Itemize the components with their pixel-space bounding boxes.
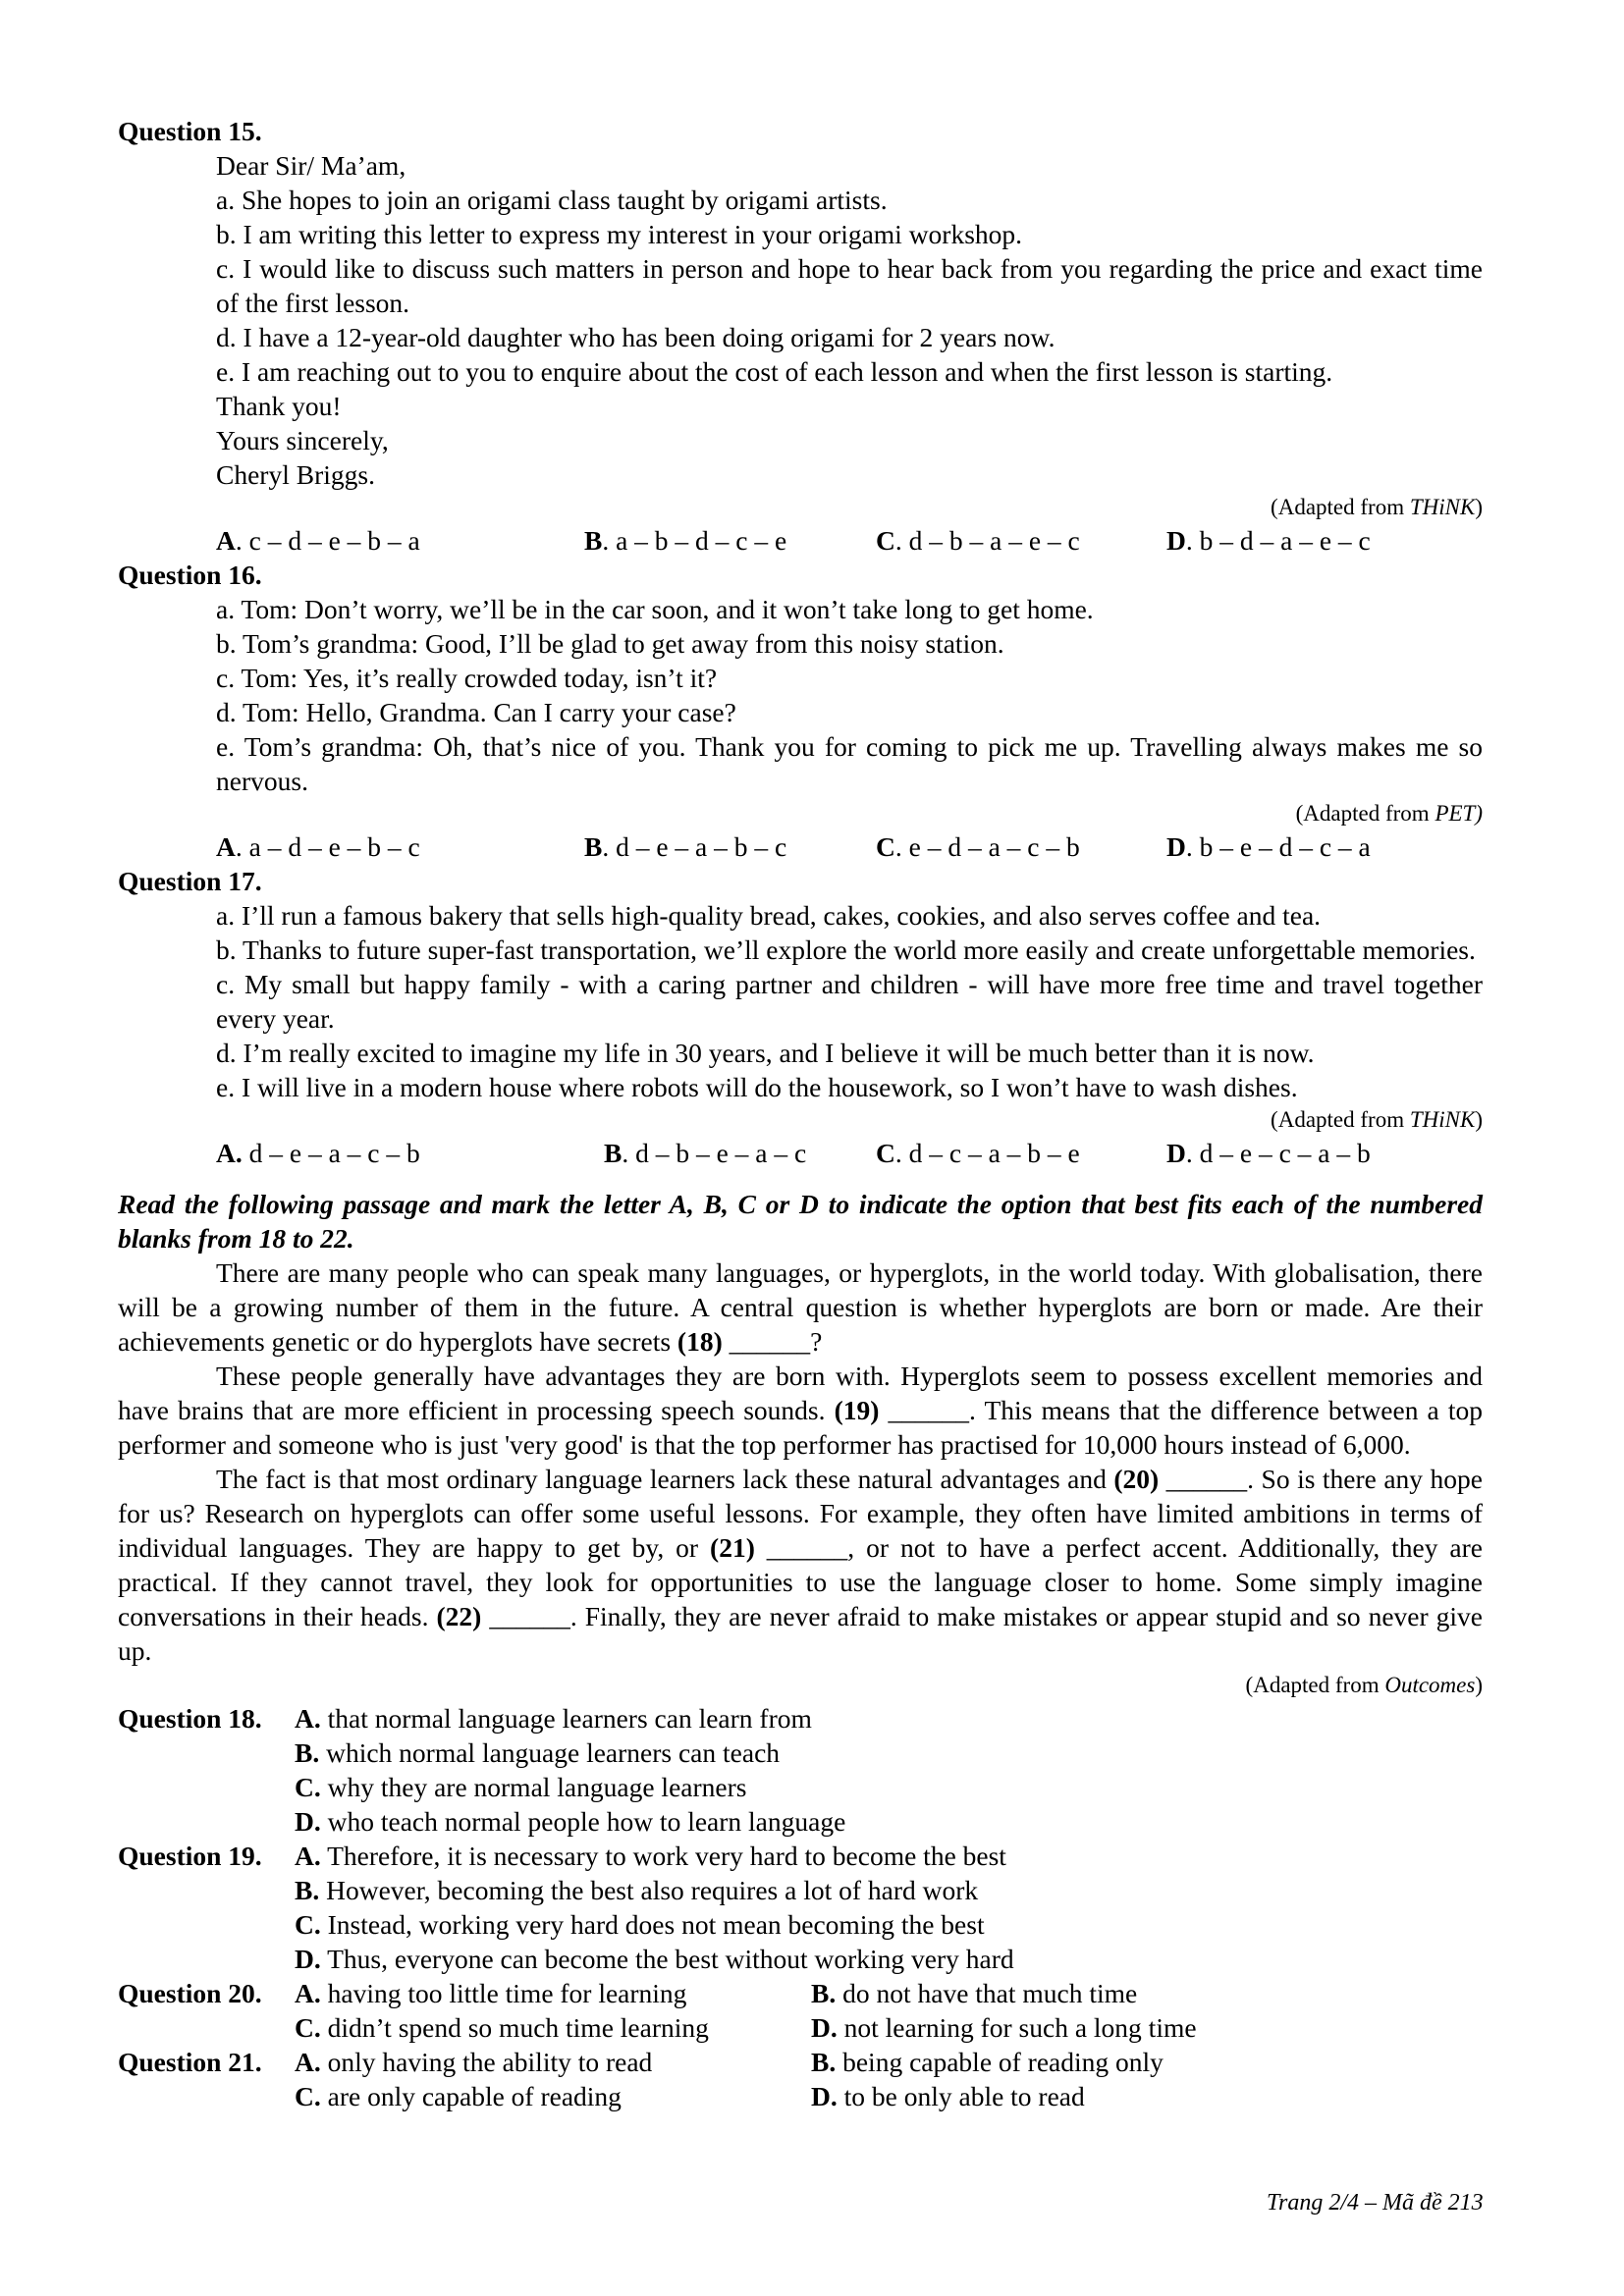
q18-option-a[interactable]: A. that normal language learners can learn from [295,1703,812,1734]
q20-option-d[interactable]: D. not learning for such a long time [811,2012,1197,2043]
q15-option-a[interactable]: A. c – d – e – b – a [216,525,420,556]
page-footer: Trang 2/4 – Mã đề 213 [1267,2190,1484,2216]
q15-option-b[interactable]: B. a – b – d – c – e [584,525,787,556]
q15-sentence-c: c. I would like to discuss such matters in person and hope to hear back from you regarding the price and exact time of the first lesson. [216,253,1483,318]
q21-option-b[interactable]: B. being capable of reading only [811,2047,1164,2077]
q20-row-cd [118,2010,1483,2045]
blank-18-marker: (18) [677,1326,723,1357]
q18-option-c[interactable]: C. why they are normal language learners [295,1772,747,1802]
q18-option-d[interactable]: D. who teach normal people how to learn language [295,1806,846,1837]
passage-paragraph-2: These people generally have advantages they are born with. Hyperglots seem to possess excellent memories and have brains that are more efficient in processing speech sounds. (19) ______. This means that the difference between a top performer and someone who is just 'very good' is that the top performer has practised for 10,000 hours instead of 6,000. [118,1361,1484,1460]
q21-option-a[interactable]: A. only having the ability to read [295,2047,653,2077]
blank-20-marker: (20) [1113,1464,1160,1494]
q15-source: (Adapted from THiNK) [1271,495,1483,519]
q15-option-d[interactable]: D. b – d – a – e – c [1166,525,1371,556]
q17-line-b: b. Thanks to future super-fast transportation, we’ll explore the world more easily and create unforgettable memories. [216,934,1476,965]
q16-options [118,829,1483,864]
q16-line-e: e. Tom’s grandma: Oh, that’s nice of you. Thank you for coming to pick me up. Travelling always makes me so nervous. [216,731,1483,796]
q17-source: (Adapted from THiNK) [1271,1107,1483,1132]
q15-salutation: Dear Sir/ Ma’am, [216,150,406,181]
q19-row-d [118,1942,1483,1976]
q17-line-c: c. My small but happy family - with a caring partner and children - will have more free time and travel together every year. [216,969,1483,1034]
q17-option-a[interactable]: A. d – e – a – c – b [216,1138,420,1168]
blank-21-marker: (21) [710,1532,755,1563]
q20-option-c[interactable]: C. didn’t spend so much time learning [295,2012,709,2043]
q15-sentence-b: b. I am writing this letter to express my interest in your origami workshop. [216,219,1023,249]
q16-line-d: d. Tom: Hello, Grandma. Can I carry your case? [216,697,736,727]
question-15-heading: Question 15. [118,116,262,146]
q17-option-c[interactable]: C. d – c – a – b – e [876,1138,1080,1168]
q18-row-d [118,1804,1483,1839]
q19-row-b [118,1873,1483,1907]
q19-row-a [118,1839,1483,1873]
q16-source: (Adapted from PET) [1295,801,1483,826]
q17-line-d: d. I’m really excited to imagine my life in 30 years, and I believe it will be much better than it is now. [216,1038,1315,1068]
passage-paragraph-1: There are many people who can speak many languages, or hyperglots, in the world today. With globalisation, there will be a growing number of them in the future. A central question is whether hyperglots are born or made. Are their achievements genetic or do hyperglots have secrets (18) ______? [118,1257,1483,1357]
q16-line-b: b. Tom’s grandma: Good, I’ll be glad to get away from this noisy station. [216,628,1004,659]
q17-line-a: a. I’ll run a famous bakery that sells high-quality bread, cakes, cookies, and also serves coffee and tea. [216,900,1322,931]
question-16-body [118,592,1483,798]
question-20-heading: Question 20. [118,1978,262,2008]
q20-option-a[interactable]: A. having too little time for learning [295,1978,687,2008]
blank-19-marker: (19) [834,1395,880,1425]
q21-option-d[interactable]: D. to be only able to read [811,2081,1085,2111]
q16-option-b[interactable]: B. d – e – a – b – c [584,831,787,862]
question-17-body [118,898,1483,1104]
exam-page [118,114,1483,2113]
q21-row-ab [118,2045,1483,2079]
q16-option-d[interactable]: D. b – e – d – c – a [1166,831,1371,862]
q16-option-a[interactable]: A. a – d – e – b – c [216,831,420,862]
q18-row-a [118,1701,1483,1735]
question-18-heading: Question 18. [118,1703,262,1734]
q20-option-b[interactable]: B. do not have that much time [811,1978,1138,2008]
q15-options [118,523,1483,558]
q21-row-cd [118,2079,1483,2113]
blank-22-marker: (22) [436,1601,482,1631]
passage-source: (Adapted from Outcomes) [1245,1673,1483,1697]
q19-row-c [118,1907,1483,1942]
q19-option-a[interactable]: A. Therefore, it is necessary to work very hard to become the best [295,1841,1006,1871]
q17-options [118,1136,1483,1170]
q15-closing: Yours sincerely, [216,425,389,455]
q20-row-ab [118,1976,1483,2010]
passage-paragraph-3: The fact is that most ordinary language learners lack these natural advantages and (20) ______. So is there any hope for us? Research on hyperglots can offer some useful lessons. For example, they often have limited ambitions in terms of individual languages. They are happy to get by, or (21) ______, or not to have a perfect accent. Additionally, they are practical. If they cannot travel, they look for opportunities to use the language closer to home. Some simply imagine conversations in their heads. (22) ______. Finally, they are never afraid to make mistakes or appear stupid and so never give up. [118,1464,1484,1666]
q18-option-b[interactable]: B. which normal language learners can teach [295,1737,781,1768]
q18-row-c [118,1770,1483,1804]
question-17-heading: Question 17. [118,866,262,896]
question-19-heading: Question 19. [118,1841,262,1871]
q15-sentence-d: d. I have a 12-year-old daughter who has been doing origami for 2 years now. [216,322,1056,352]
question-16-heading: Question 16. [118,560,262,590]
q15-sentence-e: e. I am reaching out to you to enquire about the cost of each lesson and when the first lesson is starting. [216,356,1333,387]
q15-sentence-a: a. She hopes to join an origami class taught by origami artists. [216,185,888,215]
q15-option-c[interactable]: C. d – b – a – e – c [876,525,1080,556]
question-21-heading: Question 21. [118,2047,262,2077]
q18-row-b [118,1735,1483,1770]
q15-thanks: Thank you! [216,391,342,421]
q17-option-d[interactable]: D. d – e – c – a – b [1166,1138,1371,1168]
q19-option-c[interactable]: C. Instead, working very hard does not mean becoming the best [295,1909,985,1940]
q16-line-a: a. Tom: Don’t worry, we’ll be in the car soon, and it won’t take long to get home. [216,594,1094,624]
q17-option-b[interactable]: B. d – b – e – a – c [604,1138,807,1168]
passage-instruction: Read the following passage and mark the letter A, B, C or D to indicate the option that best fits each of the numbered blanks from 18 to 22. [118,1189,1483,1254]
q15-signature: Cheryl Briggs. [216,459,375,490]
question-15-body [118,148,1483,492]
q16-option-c[interactable]: C. e – d – a – c – b [876,831,1080,862]
q19-option-d[interactable]: D. Thus, everyone can become the best without working very hard [295,1944,1014,1974]
q21-option-c[interactable]: C. are only capable of reading [295,2081,622,2111]
q16-line-c: c. Tom: Yes, it’s really crowded today, isn’t it? [216,663,718,693]
q17-line-e: e. I will live in a modern house where robots will do the housework, so I won’t have to wash dishes. [216,1072,1298,1102]
q19-option-b[interactable]: B. However, becoming the best also requires a lot of hard work [295,1875,979,1905]
